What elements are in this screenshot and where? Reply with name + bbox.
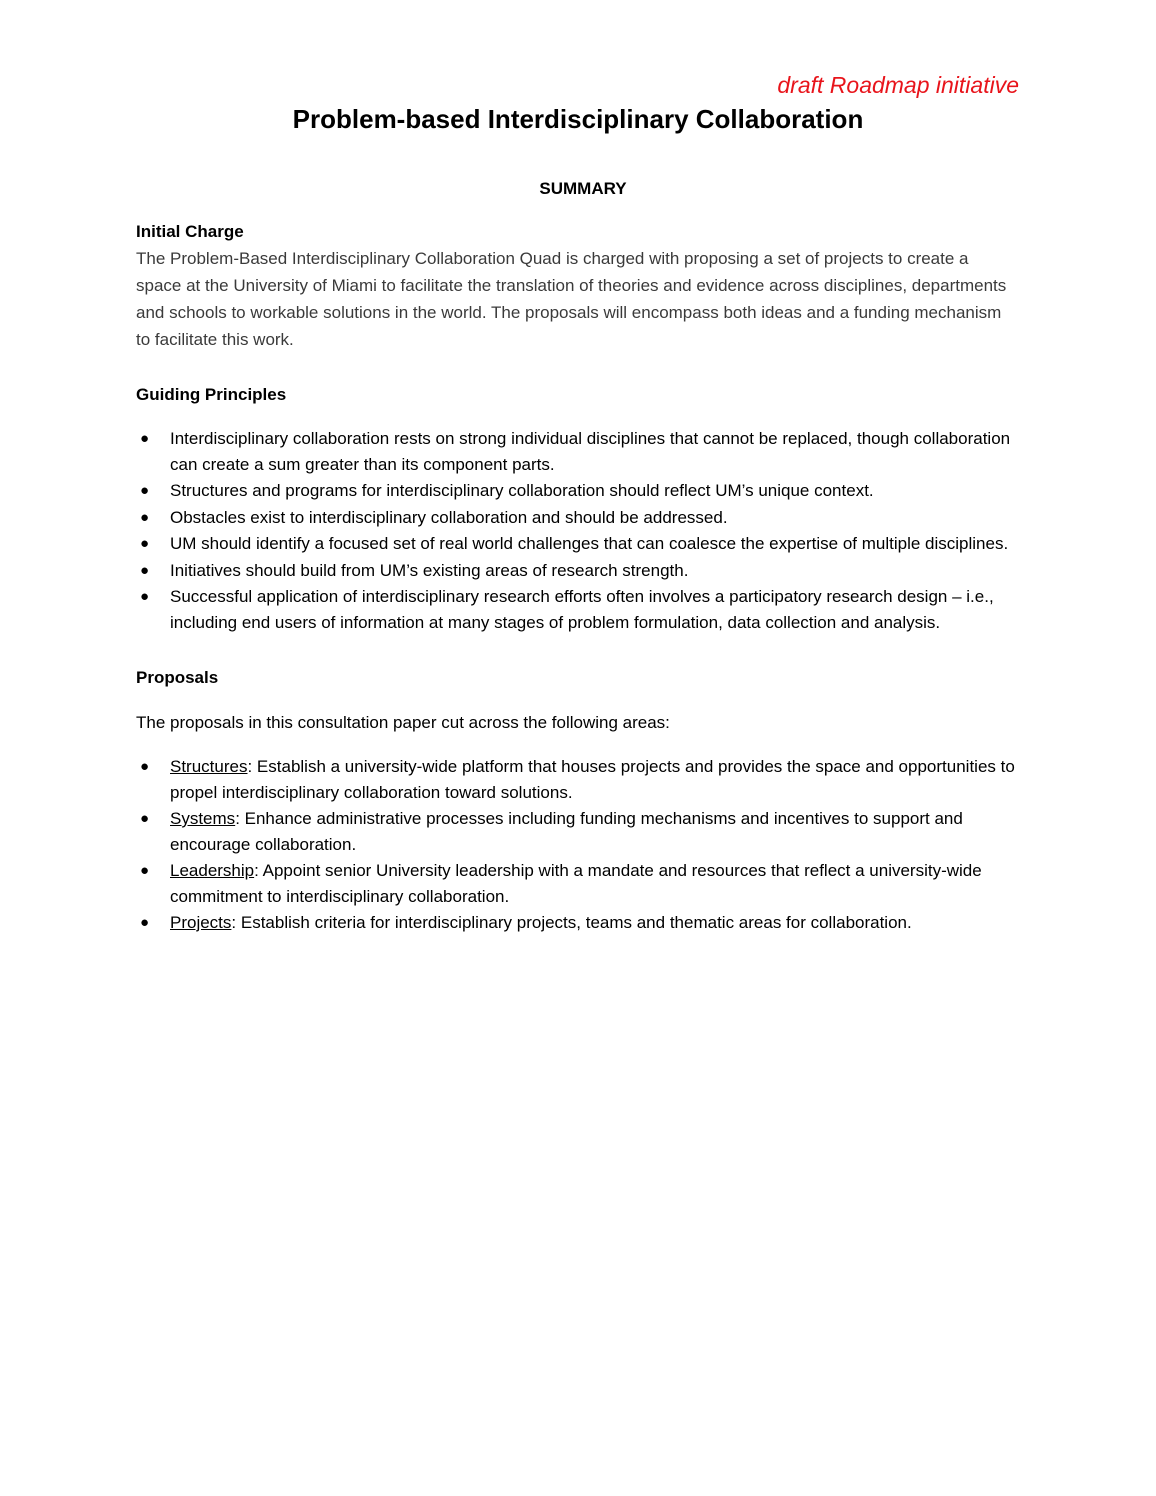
initial-charge-heading: Initial Charge — [136, 222, 244, 241]
initial-charge-section — [136, 218, 1026, 353]
proposal-term: Systems — [170, 809, 236, 828]
bullet-icon: ● — [140, 862, 150, 879]
bullet-icon: ● — [140, 588, 150, 605]
bullet-icon: ● — [140, 810, 150, 827]
summary-heading: SUMMARY — [539, 179, 627, 198]
initial-charge-text: The Problem-Based Interdisciplinary Collaboration Quad is charged with proposing a set of projects to create a space at the University of Miami to facilitate the translation of theories and evidence across disciplines, departments and schools to workable solutions in the world. The proposals will encompass both ideas and a funding mechanism to facilitate this work. — [136, 249, 1007, 349]
spacer — [136, 691, 1026, 709]
proposal-text: : Appoint senior University leadership with a mandate and resources that reflect a university-wide commitment to interdisciplinary collaboration. — [170, 861, 982, 906]
list-item — [136, 531, 1026, 557]
list-item — [136, 478, 1026, 504]
guiding-principles-section — [136, 381, 1026, 635]
list-item — [136, 910, 1026, 936]
bullet-icon: ● — [140, 758, 150, 775]
spacer — [136, 736, 1026, 754]
list-item-text: Interdisciplinary collaboration rests on strong individual disciplines that cannot be replaced, though collaboration can create a sum greater than its component parts. — [170, 429, 1011, 474]
bullet-icon: ● — [140, 508, 150, 526]
list-item-text: Structures and programs for interdisciplinary collaboration should reflect UM’s unique context. — [170, 481, 874, 500]
list-item-text: Successful application of interdisciplinary research efforts often involves a participatory research design – i.e., including end users of information at many stages of problem formulation, data collection and analysis. — [170, 587, 994, 632]
proposals-intro: The proposals in this consultation paper cut across the following areas: — [136, 713, 670, 732]
bullet-icon: ● — [140, 482, 150, 499]
proposal-term: Leadership — [170, 861, 255, 880]
document-title: Problem-based Interdisciplinary Collaboration — [292, 104, 864, 134]
proposals-list — [136, 754, 1026, 936]
draft-tag: draft Roadmap initiative — [777, 72, 1019, 98]
document-body — [136, 175, 1026, 937]
list-item-text: Obstacles exist to interdisciplinary collaboration and should be addressed. — [170, 507, 728, 527]
spacer — [136, 353, 1026, 381]
proposals-heading: Proposals — [136, 668, 219, 687]
list-item-text: Initiatives should build from UM’s existing areas of research strength. — [170, 560, 689, 580]
list-item — [136, 426, 1026, 477]
bullet-icon: ● — [140, 914, 150, 931]
list-item — [136, 858, 1026, 909]
list-item — [136, 558, 1026, 584]
proposal-text: : Enhance administrative processes including funding mechanisms and incentives to support and encourage collaboration. — [170, 809, 963, 854]
list-item — [136, 806, 1026, 857]
list-item — [136, 754, 1026, 805]
spacer — [136, 408, 1026, 426]
proposals-section — [136, 664, 1026, 936]
guiding-principles-heading: Guiding Principles — [136, 385, 287, 404]
list-item — [136, 505, 1026, 531]
proposal-text: : Establish criteria for interdisciplinary projects, teams and thematic areas for collaboration. — [231, 913, 912, 932]
proposal-text: : Establish a university-wide platform that houses projects and provides the space and opportunities to propel interdisciplinary collaboration toward solutions. — [170, 757, 1015, 802]
bullet-icon: ● — [140, 430, 150, 447]
proposal-term: Projects — [170, 913, 232, 932]
bullet-icon: ● — [140, 561, 150, 579]
bullet-icon: ● — [140, 535, 150, 552]
proposal-term: Structures — [170, 757, 248, 776]
list-item — [136, 584, 1026, 635]
guiding-principles-list — [136, 426, 1026, 635]
spacer — [136, 636, 1026, 664]
list-item-text: UM should identify a focused set of real world challenges that can coalesce the expertise of multiple disciplines. — [170, 534, 1009, 553]
